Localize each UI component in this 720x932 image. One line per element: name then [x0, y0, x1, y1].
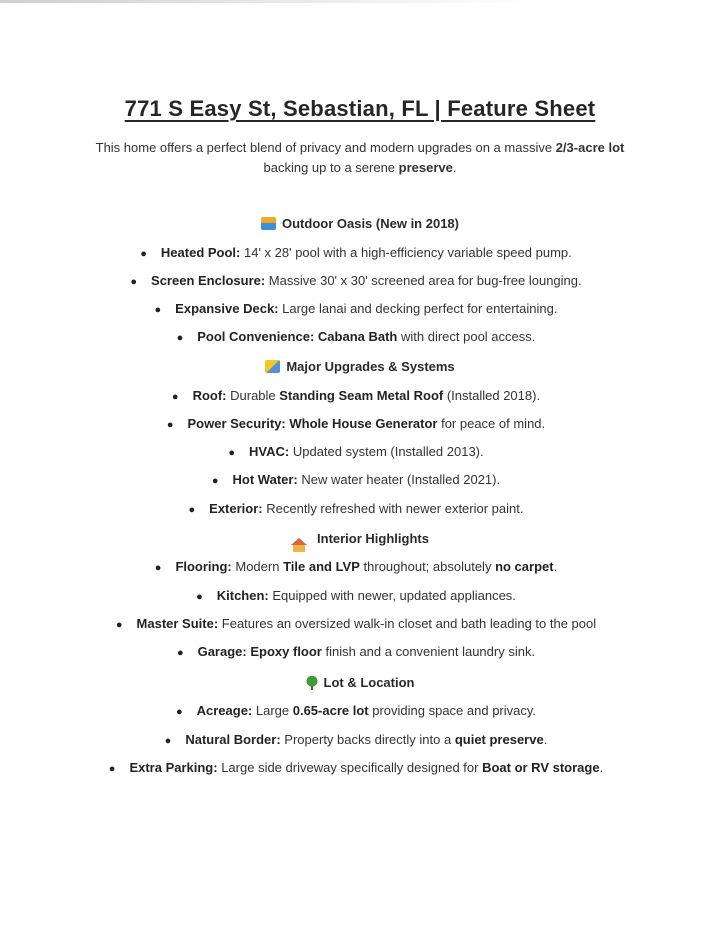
item-label: Roof:: [192, 388, 227, 403]
intro-bold-lot: 2/3-acre lot: [555, 140, 625, 155]
bullet-icon: ●: [188, 504, 196, 516]
item-text: New water heater (Installed 2021).: [297, 472, 501, 487]
list-item: [0, 273, 720, 288]
item-label: Heated Pool:: [160, 245, 241, 260]
item-label: Master Suite:: [136, 616, 219, 631]
item-bold: 0.65-acre lot: [292, 703, 369, 718]
item-text: Massive 30' x 30' screened area for bug-free lounging.: [265, 273, 582, 288]
item-label: Kitchen:: [216, 588, 269, 603]
section-title-major-upgrades: [0, 359, 720, 374]
item-bold: no carpet: [495, 559, 554, 574]
item-bold: quiet preserve: [454, 732, 544, 747]
bullet-icon: ●: [166, 419, 174, 431]
section-title-text: Major Upgrades & Systems: [286, 359, 455, 374]
list-item: [0, 616, 720, 631]
tree-icon: [306, 676, 318, 689]
list-item: [0, 501, 720, 516]
section-title-text: Lot & Location: [323, 675, 415, 690]
intro-text: This home offers a perfect blend of privacy and modern upgrades on a massive: [95, 140, 556, 155]
item-text: Large: [252, 703, 293, 718]
item-label: Natural Border:: [185, 732, 281, 747]
item-text: Property backs directly into a: [280, 732, 455, 747]
list-item: [0, 732, 720, 747]
list-item: [0, 329, 720, 344]
item-text: providing space and privacy.: [368, 703, 537, 718]
item-bold: Whole House Generator: [289, 416, 438, 431]
item-text: Modern: [231, 559, 284, 574]
item-text: finish and a convenient laundry sink.: [321, 644, 536, 659]
bullet-icon: ●: [171, 391, 179, 403]
construction-icon: [265, 360, 280, 373]
list-item: [0, 388, 720, 403]
list-item: [0, 245, 720, 260]
bullet-icon: ●: [228, 447, 236, 459]
item-label: Exterior:: [209, 501, 263, 516]
item-label: Flooring:: [175, 559, 232, 574]
list-item: [0, 703, 720, 718]
item-text: .: [543, 732, 548, 747]
item-text: (Installed 2018).: [443, 388, 541, 403]
page-title: 771 S Easy St, Sebastian, FL | Feature Sheet: [124, 96, 596, 121]
item-text: Recently refreshed with newer exterior paint.: [262, 501, 524, 516]
item-bold: Cabana Bath: [317, 329, 398, 344]
item-text: for peace of mind.: [437, 416, 546, 431]
intro-bold-preserve: preserve: [398, 160, 453, 175]
list-item: [0, 588, 720, 603]
bullet-icon: ●: [164, 735, 172, 747]
item-label: Hot Water:: [232, 472, 298, 487]
item-bold: Boat or RV storage: [482, 760, 600, 775]
section-title-text: Interior Highlights: [317, 531, 429, 546]
item-text: with direct pool access.: [397, 329, 536, 344]
list-item: [0, 301, 720, 316]
list-item: [0, 416, 720, 431]
item-label: Screen Enclosure:: [151, 273, 266, 288]
item-bold: Epoxy floor: [250, 644, 322, 659]
item-label: Pool Convenience:: [197, 329, 315, 344]
item-label: Garage:: [197, 644, 247, 659]
item-text: .: [553, 559, 558, 574]
list-item: [0, 472, 720, 487]
house-icon: [291, 538, 307, 545]
bullet-icon: ●: [196, 591, 203, 603]
bullet-icon: ●: [154, 562, 162, 574]
item-text: Large side driveway specifically designed for: [217, 760, 483, 775]
intro-text: .: [452, 160, 457, 175]
list-item: [0, 644, 720, 659]
intro-paragraph: [90, 138, 630, 178]
bullet-icon: ●: [175, 706, 183, 718]
bullet-icon: ●: [211, 475, 219, 487]
bullet-icon: ●: [176, 332, 184, 344]
item-label: HVAC:: [249, 444, 290, 459]
item-text: Updated system (Installed 2013).: [289, 444, 484, 459]
bullet-icon: ●: [140, 248, 147, 260]
section-title-outdoor-oasis: [0, 216, 720, 231]
item-text: Large lanai and decking perfect for entertaining.: [278, 301, 558, 316]
bullet-icon: ●: [130, 276, 138, 288]
item-bold: Tile and LVP: [283, 559, 360, 574]
intro-text: backing up to a serene: [263, 160, 399, 175]
item-text: 14' x 28' pool with a high-efficiency variable speed pump.: [240, 245, 572, 260]
item-label: Expansive Deck:: [175, 301, 279, 316]
section-title-text: Outdoor Oasis (New in 2018): [282, 216, 459, 231]
section-title-lot-location: [0, 675, 720, 690]
item-label: Power Security:: [187, 416, 286, 431]
list-item: [0, 760, 720, 775]
list-item: [0, 559, 720, 574]
sunrise-icon: [261, 217, 276, 230]
item-text: .: [599, 760, 604, 775]
bullet-icon: ●: [176, 647, 184, 659]
list-item: [0, 444, 720, 459]
item-text: throughout; absolutely: [359, 559, 496, 574]
item-text: Durable: [226, 388, 280, 403]
item-bold: Standing Seam Metal Roof: [279, 388, 444, 403]
bullet-icon: ●: [154, 304, 162, 316]
item-label: Acreage:: [196, 703, 253, 718]
section-title-interior-highlights: [0, 531, 720, 546]
item-text: Equipped with newer, updated appliances.: [268, 588, 516, 603]
bullet-icon: ●: [108, 763, 116, 775]
bullet-icon: ●: [115, 619, 123, 631]
item-label: Extra Parking:: [129, 760, 218, 775]
item-text: Features an oversized walk-in closet and bath leading to the pool: [218, 616, 597, 631]
